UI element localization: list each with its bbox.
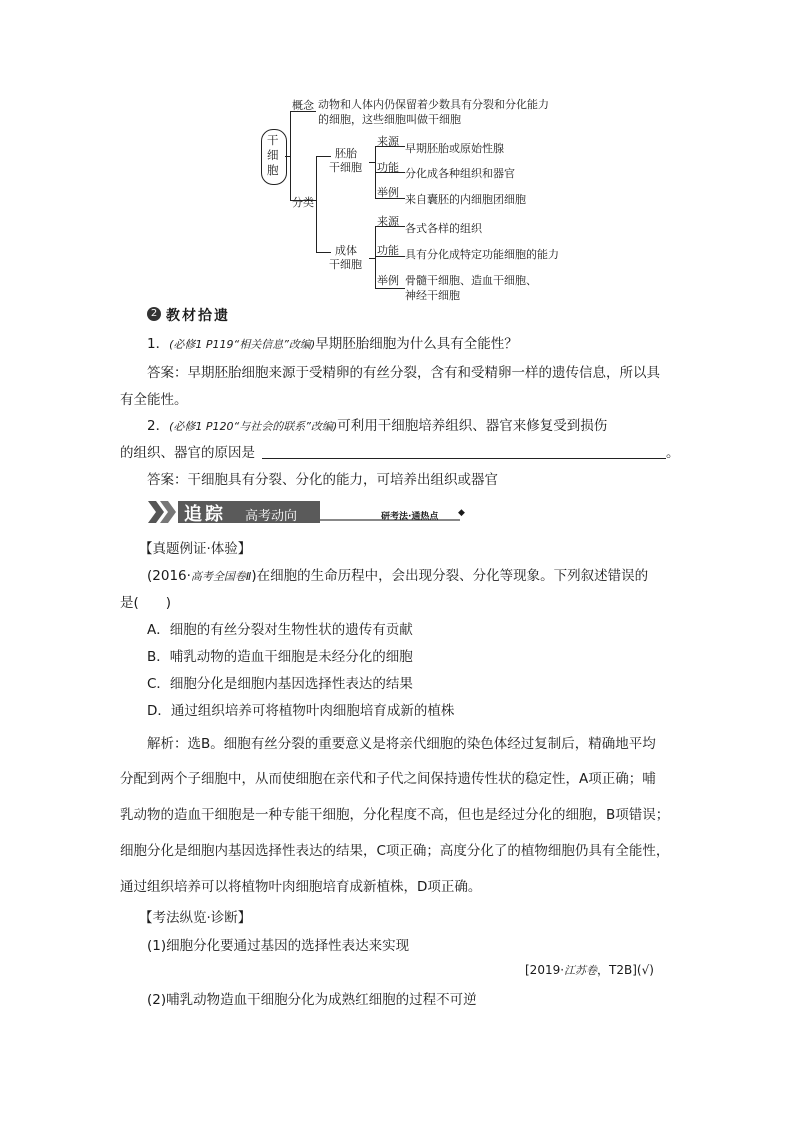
adult-example-line2: 神经干细胞 [405,289,460,302]
question-2-line2: 的组织、器官的原因是 [120,445,255,461]
embryo-name-1: 胚胎 [335,147,357,160]
analysis-line-1: 解析：选B。细胞有丝分裂的重要意义是将亲代细胞的染色体经过复制后，精确地平均 [147,736,656,752]
analysis-line-3: 乳动物的造血干细胞是一种专能干细胞，分化程度不高，但也是经过分化的细胞，B项错误； [120,807,670,823]
banner-sub: 高考动向 [245,509,298,524]
analysis-line-2: 分配到两个子细胞中，从而使细胞在亲代和子代之间保持遗传性状的稳定性，A项正确；哺 [120,771,656,787]
embryo-example-text: 来自囊胚的内细胞团细胞 [405,193,526,206]
chevron-arrows-icon [148,501,178,523]
exam-header-1: 【真题例证·体验】 [139,541,252,557]
adult-function-label: 功能 [377,244,399,257]
answer-2: 答案：干细胞具有分裂、分化的能力，可培养出组织或器官 [147,472,498,488]
exam-stem-line1: (2016·高考全国卷Ⅱ)在细胞的生命历程中，会出现分裂、分化等现象。下列叙述错误的 [147,568,649,584]
classify-label: 分类 [292,196,314,209]
option-b: B．哺乳动物的造血干细胞是未经分化的细胞 [147,649,413,665]
analysis-line-4: 细胞分化是细胞内基因选择性表达的结果，C项正确；高度分化了的植物细胞仍具有全能性， [120,843,670,859]
diagnosis-item-2: (2)哺乳动物造血干细胞分化为成熟红细胞的过程不可逆 [147,992,477,1008]
question-1: 1．(必修1 P119“相关信息”改编)早期胚胎细胞为什么具有全能性？ [147,336,518,352]
section-badge: 2 [147,307,161,321]
adult-source-text: 各式各样的组织 [405,222,482,235]
option-c: C．细胞分化是细胞内基因选择性表达的结果 [147,676,413,692]
adult-function-text: 具有分化成特定功能细胞的能力 [405,248,559,261]
analysis-line-5: 通过组织培养可以将植物叶肉细胞培育成新植株，D项正确。 [120,879,482,895]
diagnosis-item-1-source: [2019·江苏卷，T2B](√) [525,963,654,977]
exam-stem-line2: 是( ) [120,595,172,611]
question-2-end: 。 [666,445,680,461]
embryo-function-text: 分化成各种组织和器官 [405,167,515,180]
embryo-example-label: 举例 [377,186,399,199]
embryo-function-label: 功能 [377,161,399,174]
fill-blank-line [262,458,666,459]
answer-1-line2: 有全能性。 [120,392,188,408]
option-d: D．通过组织培养可将植物叶肉细胞培育成新的植株 [147,703,455,719]
diamond-icon: ◆ [458,508,465,518]
concept-line2: 的细胞，这些细胞叫做干细胞 [318,113,461,126]
section-title: 教材拾遗 [166,308,230,324]
exam-header-2: 【考法纵览·诊断】 [139,910,252,926]
concept-label: 概念 [292,99,314,112]
adult-example-line1: 骨髓干细胞、造血干细胞、 [405,274,537,287]
answer-1-line1: 答案：早期胚胎细胞来源于受精卵的有丝分裂，含有和受精卵一样的遗传信息，所以具 [147,365,660,381]
banner-right: 研考法·通热点 [381,512,439,522]
question-2-line1: 2．(必修1 P120“与社会的联系”改编)可利用干细胞培养组织、器官来修复受到损伤 [147,418,608,434]
banner-main: 追踪 [184,504,226,525]
root-label: 干细胞 [267,133,279,177]
concept-line1: 动物和人体内仍保留着少数具有分裂和分化能力 [318,98,549,111]
embryo-name-2: 干细胞 [329,161,362,174]
embryo-source-label: 来源 [377,135,399,148]
adult-name-1: 成体 [335,244,357,257]
adult-example-label: 举例 [377,274,399,287]
adult-source-label: 来源 [377,215,399,228]
diagnosis-item-1: (1)细胞分化要通过基因的选择性表达来实现 [147,938,410,954]
embryo-source-text: 早期胚胎或原始性腺 [405,142,504,155]
adult-name-2: 干细胞 [329,258,362,271]
option-a: A．细胞的有丝分裂对生物性状的遗传有贡献 [147,622,413,638]
